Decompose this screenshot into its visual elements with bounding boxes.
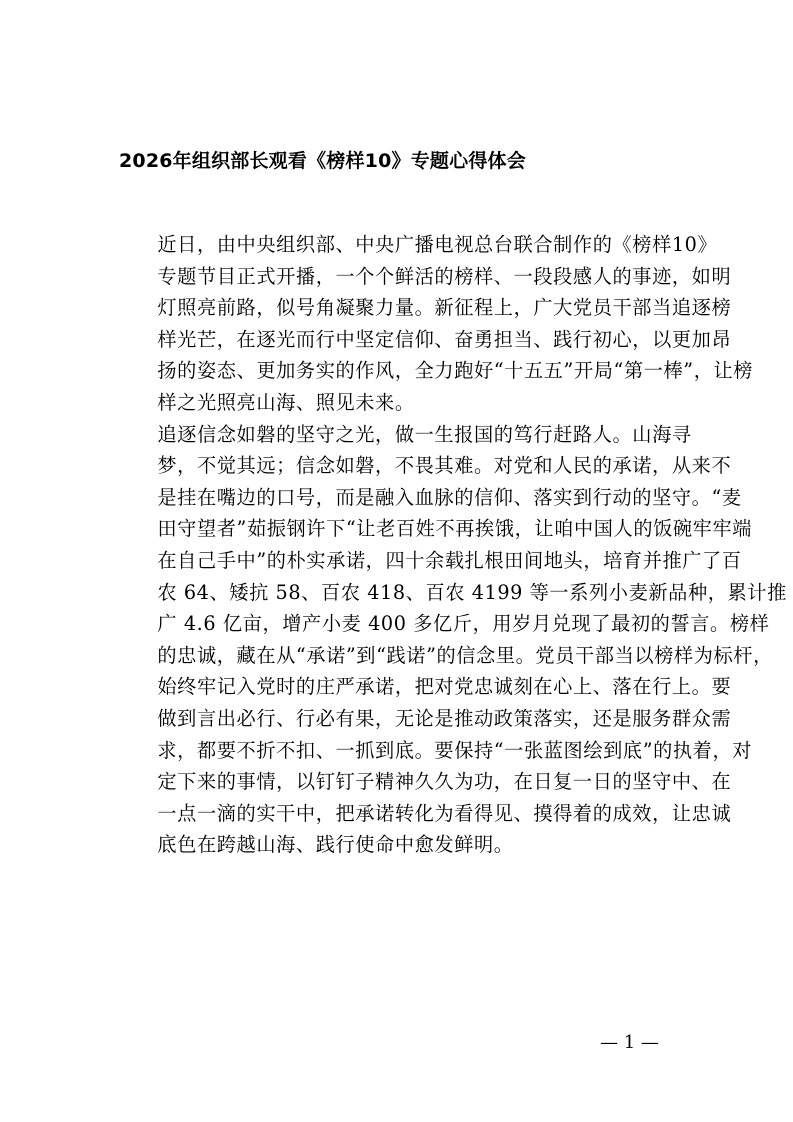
text-line: 定下来的事情，以钉钉子精神久久为功，在日复一日的坚守中、在: [157, 770, 732, 794]
page-number: — 1 —: [600, 1032, 659, 1053]
text-line: 底色在跨越山海、践行使命中愈发鲜明。: [157, 833, 514, 857]
text-line: 在自己手中”的朴实承诺，四十余载扎根田间地头，培育并推广了百: [157, 548, 742, 572]
text-line: 样光芒，在逐光而行中坚定信仰、奋勇担当、践行初心，以更加昂: [157, 327, 732, 351]
paragraph: [119, 419, 787, 861]
text-line: 始终牢记入党时的庄严承诺，把对党忠诚刻在心上、落在行上。要: [157, 675, 732, 699]
text-line: 的忠诚，藏在从“承诺”到“践诺”的信念里。党员干部当以榜样为标杆，: [157, 643, 773, 667]
text-line: 梦，不觉其远；信念如磐，不畏其难。对党和人民的承诺，从来不: [157, 454, 732, 478]
text-line: 专题节目正式开播，一个个鲜活的榜样、一段段感人的事迹，如明: [157, 264, 732, 288]
text-line: 农 64、矮抗 58、百农 418、百农 4199 等一系列小麦新品种，累计推: [157, 580, 787, 604]
text-line: 样之光照亮山海、照见未来。: [157, 390, 415, 414]
text-line: 做到言出必行、行必有果，无论是推动政策落实，还是服务群众需: [157, 706, 732, 730]
document-body: [119, 229, 787, 861]
text-line: 一点一滴的实干中，把承诺转化为看得见、摸得着的成效，让忠诚: [157, 801, 732, 825]
text-line: 扬的姿态、更加务实的作风，全力跑好“十五五”开局“第一棒”，让榜: [157, 359, 754, 383]
text-line: 田守望者”茹振钢许下“让老百姓不再挨饿，让咱中国人的饭碗牢牢端: [157, 517, 753, 541]
text-line: 灯照亮前路，似号角凝聚力量。新征程上，广大党员干部当追逐榜: [157, 296, 732, 320]
document-title: 2026年组织部长观看《榜样10》专题心得体会: [119, 150, 526, 172]
text-line: 求，都要不折不扣、一抓到底。要保持“一张蓝图绘到底”的执着，对: [157, 738, 753, 762]
text-line: 是挂在嘴边的口号，而是融入血脉的信仰、落实到行动的坚守。“麦: [157, 485, 742, 509]
text-line: 广 4.6 亿亩，增产小麦 400 多亿斤，用岁月兑现了最初的誓言。榜样: [157, 612, 770, 636]
text-line: 追逐信念如磐的坚守之光，做一生报国的笃行赶路人。山海寻: [157, 422, 692, 446]
paragraph: [119, 229, 754, 419]
text-line: 近日，由中央组织部、中央广播电视总台联合制作的《榜样10》: [157, 233, 718, 256]
